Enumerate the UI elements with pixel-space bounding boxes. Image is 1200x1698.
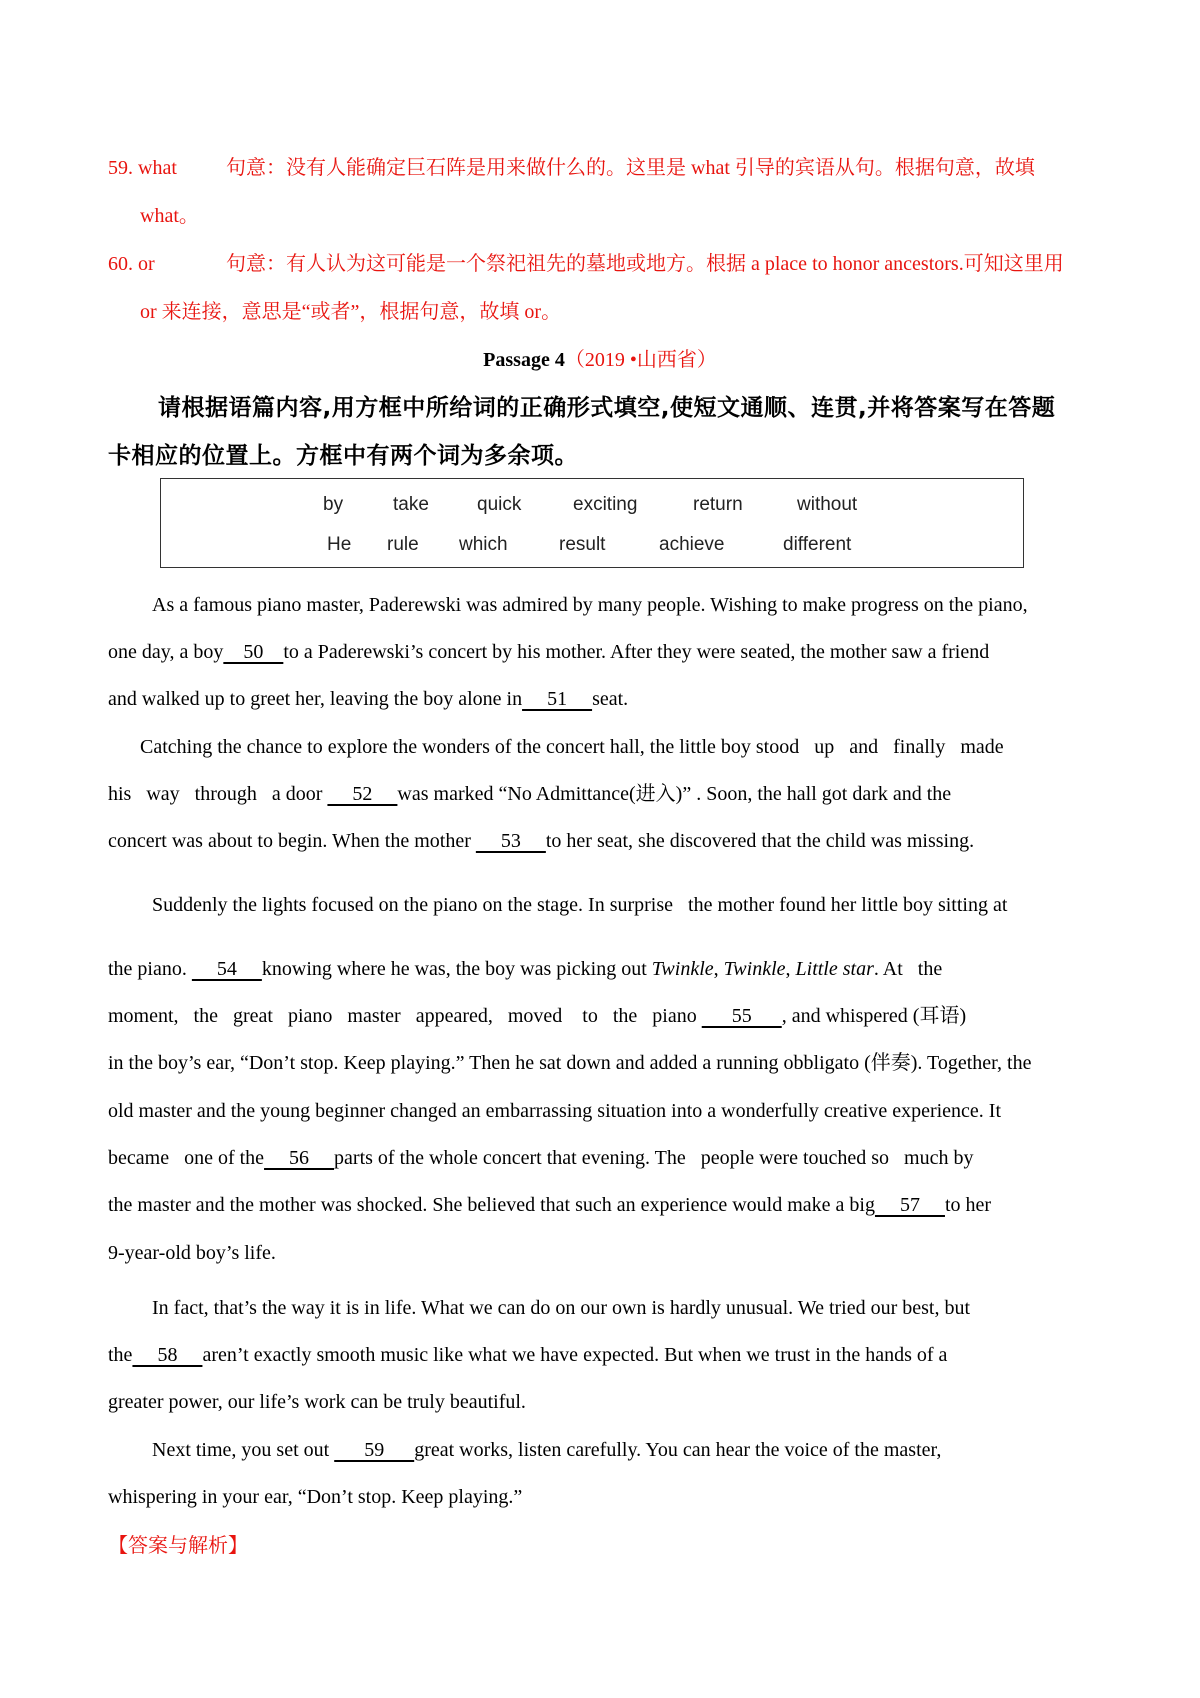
answer-59 [108, 144, 1098, 192]
passage-line: and walked up to greet her, leaving the boy alone in 51 seat. [108, 688, 629, 710]
instruction-line-2: 卡相应的位置上。方框中有两个词为多余项。 [108, 443, 578, 469]
passage-line: old master and the young beginner changed an embarrassing situation into a wonderfully creative experience. It [108, 1100, 1002, 1122]
passage-line: whispering in your ear, “Don’t stop. Keep playing.” [108, 1486, 523, 1508]
instructions [108, 384, 1102, 480]
passage-line: the 58 aren’t exactly smooth music like what we have expected. But when we trust in the hands of a [108, 1344, 948, 1366]
passage-line: the piano. 54 knowing where he was, the boy was picking out Twinkle, Twinkle, Little star. At the [108, 958, 943, 980]
passage-title [0, 340, 1200, 380]
box-word: quick [477, 494, 522, 515]
answer-60-continuation: or 来连接，意思是“或者”，根据句意，故填 or。 [140, 301, 562, 323]
passage-line: his way through a door 52 was marked “No Admittance(进入)” . Soon, the hall got dark and the [108, 783, 952, 805]
answer-59-number-word: 59. what [108, 157, 177, 179]
song-title: Twinkle [651, 958, 714, 980]
blank-55: 55 [701, 1005, 782, 1027]
passage-line: greater power, our life’s work can be truly beautiful. [108, 1391, 526, 1413]
blank-54: 54 [191, 958, 262, 980]
box-word: rule [387, 534, 419, 555]
box-word: take [393, 494, 429, 515]
passage-line: concert was about to begin. When the mother 53 to her seat, she discovered that the child was missing. [108, 830, 975, 852]
blank-50: 50 [223, 641, 284, 663]
passage-line: 9-year-old boy’s life. [108, 1242, 276, 1264]
answer-59-continuation: what。 [140, 205, 199, 227]
blank-59: 59 [334, 1439, 415, 1461]
box-word: return [693, 494, 743, 515]
box-word: achieve [659, 534, 725, 555]
passage-line: became one of the 56 parts of the whole concert that evening. The people were touched so much by [108, 1147, 974, 1169]
passage-line: Suddenly the lights focused on the piano on the stage. In surprise the mother found her little boy sitting at [152, 894, 1008, 916]
blank-56: 56 [264, 1147, 335, 1169]
passage-line: one day, a boy 50 to a Paderewski’s concert by his mother. After they were seated, the mother saw a friend [108, 641, 990, 663]
answer-section-label: 【答案与解析】 [108, 1533, 248, 1557]
box-word: different [783, 534, 852, 555]
song-title: Little star [795, 958, 874, 980]
word-box [160, 478, 1024, 568]
answer-60-explanation: 句意：有人认为这可能是一个祭祀祖先的墓地或地方。根据 a place to honor ancestors.可知这里用 [226, 253, 1064, 275]
answer-60 [108, 240, 1098, 288]
passage-source: （2019 •山西省） [564, 349, 717, 371]
blank-58: 58 [132, 1344, 203, 1366]
blank-57: 57 [874, 1194, 945, 1216]
song-title: Twinkle [723, 958, 786, 980]
box-word: exciting [573, 494, 638, 515]
blank-53: 53 [475, 830, 546, 852]
passage-line: Next time, you set out 59 great works, listen carefully. You can hear the voice of the master, [152, 1439, 942, 1461]
passage-line: moment, the great piano master appeared, moved to the piano 55 , and whispered (耳语) [108, 1005, 967, 1027]
answer-60-number-word: 60. or [108, 253, 155, 275]
box-word: which [459, 534, 508, 555]
blank-51: 51 [522, 688, 593, 710]
answer-59-explanation: 句意：没有人能确定巨石阵是用来做什么的。这里是 what 引导的宾语从句。根据句意，故填 [226, 157, 1035, 179]
box-word: by [323, 494, 344, 515]
passage-name: Passage 4 [483, 349, 565, 371]
passage-line: in the boy’s ear, “Don’t stop. Keep playing.” Then he sat down and added a running obbligato (伴奏). Together, the [108, 1052, 1032, 1074]
instruction-line-1: 请根据语篇内容,用方框中所给词的正确形式填空,使短文通顺、连贯,并将答案写在答题 [158, 395, 1056, 421]
passage-line: Catching the chance to explore the wonders of the concert hall, the little boy stood up and finally made [140, 736, 1004, 758]
passage-line: In fact, that’s the way it is in life. What we can do on our own is hardly unusual. We tried our best, but [152, 1297, 971, 1319]
box-word: He [327, 534, 352, 555]
passage-line: As a famous piano master, Paderewski was admired by many people. Wishing to make progress on the piano, [152, 594, 1028, 616]
box-word: without [797, 494, 858, 515]
blank-52: 52 [327, 783, 398, 805]
passage-line: the master and the mother was shocked. She believed that such an experience would make a big 57 to her [108, 1194, 992, 1216]
box-word: result [559, 534, 606, 555]
